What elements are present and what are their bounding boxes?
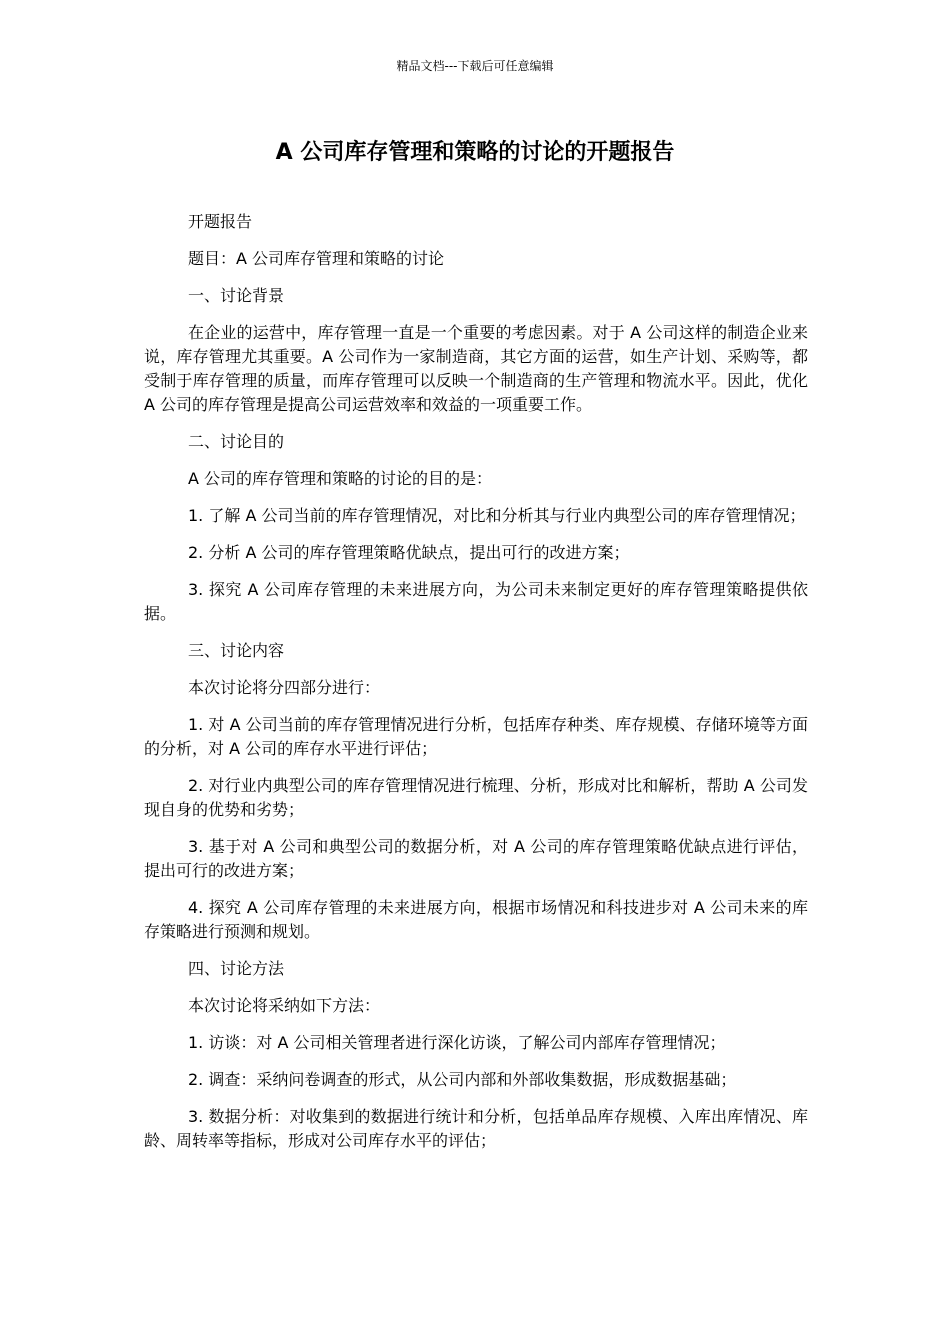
document-body — [144, 210, 808, 1166]
section-heading-background: 一、讨论背景 — [188, 286, 285, 305]
purpose-item-3: 3. 探究 A 公司库存管理的未来进展方向，为公司未来制定更好的库存管理策略提供依据。 — [144, 580, 808, 623]
paragraph-purpose-intro: A 公司的库存管理和策略的讨论的目的是： — [188, 469, 493, 488]
purpose-item-2: 2. 分析 A 公司的库存管理策略优缺点，提出可行的改进方案； — [188, 543, 630, 562]
paragraph-methods-intro: 本次讨论将采纳如下方法： — [188, 996, 381, 1015]
header-note: 精品文档---下载后可任意编辑 — [396, 59, 554, 73]
section-heading-content: 三、讨论内容 — [188, 641, 285, 660]
section-heading-methods: 四、讨论方法 — [188, 959, 285, 978]
method-item-1: 1. 访谈：对 A 公司相关管理者进行深化访谈，了解公司内部库存管理情况； — [188, 1033, 726, 1052]
purpose-item-1: 1. 了解 A 公司当前的库存管理情况，对比和分析其与行业内典型公司的库存管理情况； — [188, 506, 806, 525]
content-item-4: 4. 探究 A 公司库存管理的未来进展方向，根据市场情况和科技进步对 A 公司未来的库存策略进行预测和规划。 — [144, 898, 808, 941]
paragraph-content-intro: 本次讨论将分四部分进行： — [188, 678, 381, 697]
paragraph-background: 在企业的运营中，库存管理一直是一个重要的考虑因素。对于 A 公司这样的制造企业来说，库存管理尤其重要。A 公司作为一家制造商，其它方面的运营，如生产计划、采购等，都受制于库存管理的质量，而库存管理可以反映一个制造商的生产管理和物流水平。因此，优化 A 公司的库存管理是提高公司运营效率和效益的一项重要工作。 — [144, 323, 808, 414]
section-heading-purpose: 二、讨论目的 — [188, 432, 285, 451]
paragraph-report-label: 开题报告 — [188, 212, 253, 231]
paragraph-topic: 题目：A 公司库存管理和策略的讨论 — [188, 249, 445, 268]
method-item-2: 2. 调查：采纳问卷调查的形式，从公司内部和外部收集数据，形成数据基础； — [188, 1070, 737, 1089]
content-item-2: 2. 对行业内典型公司的库存管理情况进行梳理、分析，形成对比和解析，帮助 A 公司发现自身的优势和劣势； — [144, 776, 808, 819]
content-item-1: 1. 对 A 公司当前的库存管理情况进行分析，包括库存种类、库存规模、存储环境等方面的分析，对 A 公司的库存水平进行评估； — [144, 715, 808, 758]
method-item-3: 3. 数据分析：对收集到的数据进行统计和分析，包括单品库存规模、入库出库情况、库龄、周转率等指标，形成对公司库存水平的评估； — [144, 1107, 808, 1150]
content-item-3: 3. 基于对 A 公司和典型公司的数据分析，对 A 公司的库存管理策略优缺点进行评估，提出可行的改进方案； — [144, 837, 808, 880]
document-title: A 公司库存管理和策略的讨论的开题报告 — [275, 140, 675, 165]
